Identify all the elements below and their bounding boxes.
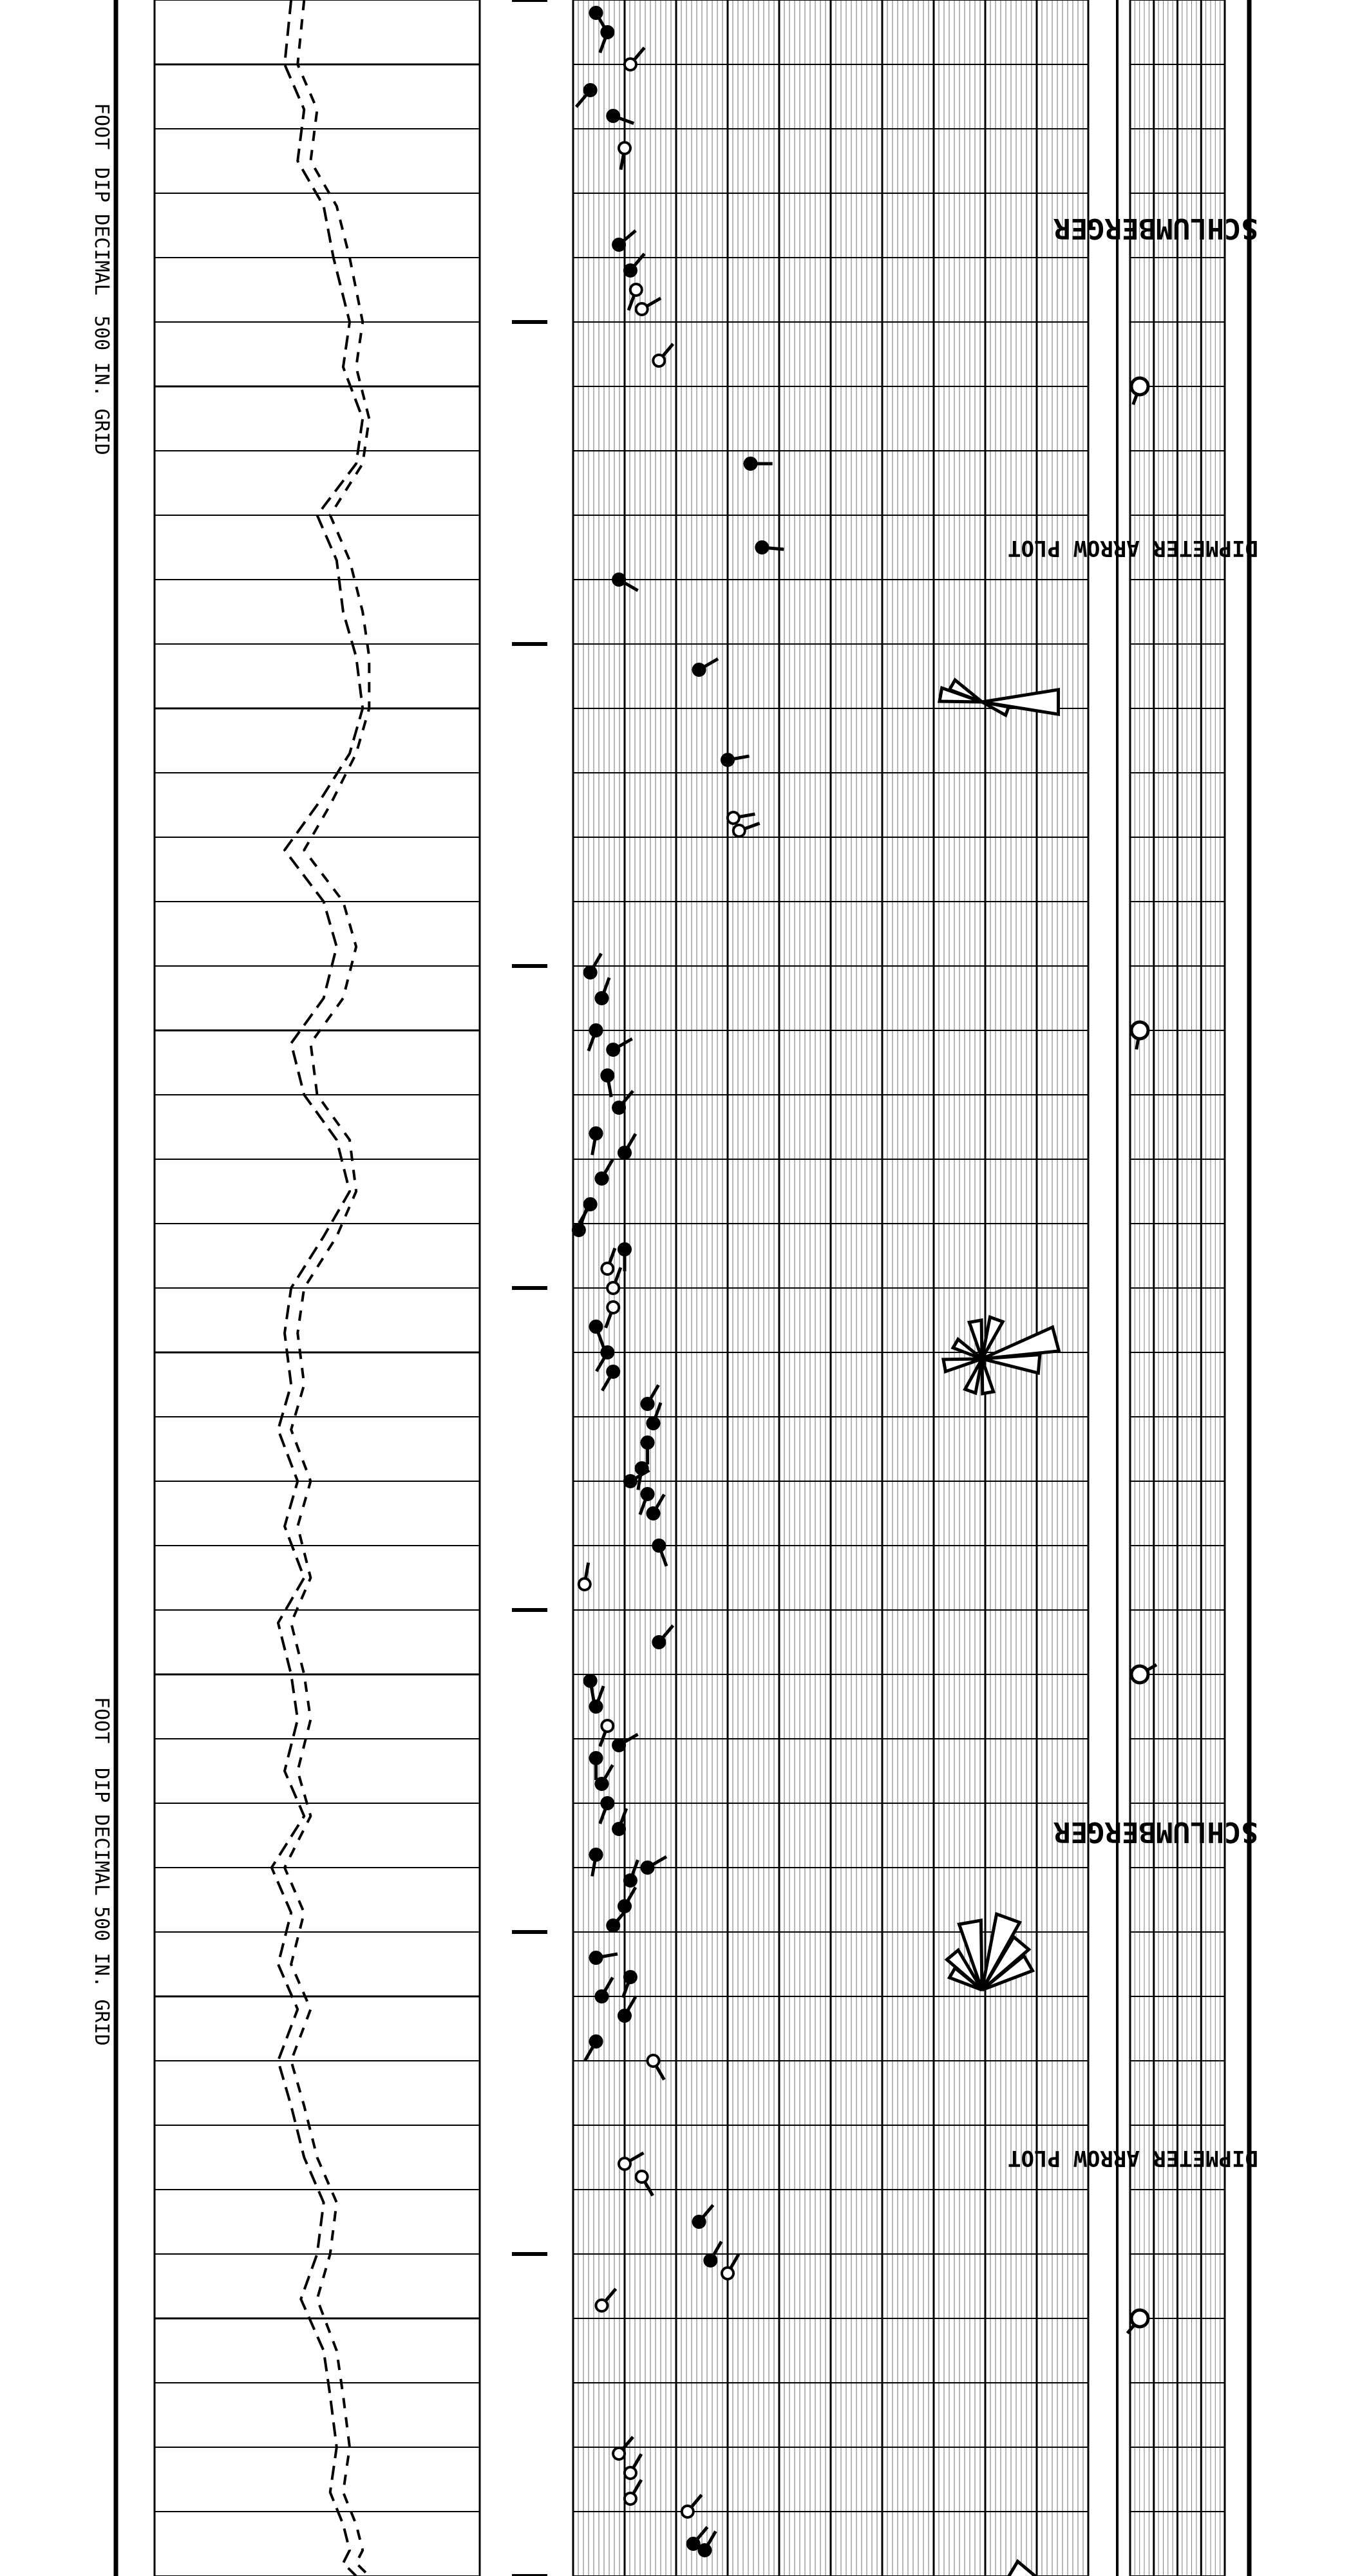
- dip-tadpole: [596, 1991, 607, 2002]
- dip-tadpole: [704, 2255, 716, 2266]
- dip-tadpole: [607, 1920, 619, 1931]
- dip-tadpole: [613, 574, 625, 585]
- dip-tadpole: [619, 2158, 630, 2170]
- dip-tadpole: [585, 1675, 596, 1687]
- dip-tadpole: [590, 1849, 602, 1861]
- dip-tadpole: [590, 1321, 602, 1332]
- dip-tadpole: [647, 1508, 659, 1519]
- dip-tadpole: [630, 284, 642, 296]
- dip-tadpole: [642, 1398, 654, 1410]
- dip-tadpole: [613, 239, 625, 251]
- dip-tadpole: [613, 1739, 625, 1751]
- grid-scale-label-upper: 500 IN. GRID: [90, 316, 113, 455]
- dip-tadpole: [653, 1636, 665, 1648]
- dip-tadpole: [596, 2300, 607, 2311]
- dip-tadpole: [625, 2493, 636, 2505]
- interval-mark-track: [1117, 0, 1225, 2576]
- grid-scale-label-lower: 500 IN. GRID: [90, 1906, 113, 2046]
- plot-title-upper: DIPMETER ARROW PLOT: [1008, 535, 1258, 561]
- dip-tadpole: [642, 1862, 654, 1873]
- dip-tadpole: [699, 2544, 710, 2556]
- dip-tadpole: [607, 1044, 619, 1056]
- dip-tadpole: [619, 1244, 630, 1255]
- dip-tadpole: [619, 2010, 630, 2022]
- dip-tadpole: [653, 1540, 665, 1551]
- dip-tadpole: [590, 1701, 602, 1712]
- dip-tadpole: [682, 2506, 694, 2517]
- dip-tadpole: [585, 967, 596, 978]
- foot-label-upper: FOOT: [90, 103, 113, 150]
- dip-tadpole: [607, 1302, 619, 1313]
- dip-tadpole: [601, 1263, 613, 1274]
- dip-tadpole: [590, 2036, 602, 2047]
- dip-tadpole: [642, 1488, 654, 1500]
- dip-tadpole: [613, 2448, 625, 2459]
- interval-mark: [1131, 1666, 1148, 1683]
- dip-tadpole: [745, 458, 757, 469]
- company-title-lower: SCHLUMBERGER: [1053, 1815, 1258, 1848]
- dip-tadpole: [585, 84, 596, 96]
- interval-mark: [1131, 1022, 1148, 1039]
- dip-tadpole: [619, 142, 630, 154]
- dip-track: [573, 0, 1088, 2576]
- dip-tadpole: [625, 1875, 636, 1886]
- dip-tadpole: [642, 1437, 654, 1448]
- dip-tadpole: [585, 1198, 596, 1210]
- dip-tadpole: [647, 1417, 659, 1429]
- interval-mark: [1131, 378, 1148, 395]
- dip-tadpole: [694, 664, 705, 676]
- dip-tadpole: [596, 1173, 607, 1184]
- dip-tadpole: [722, 2268, 733, 2279]
- dip-tadpole: [590, 1025, 602, 1036]
- dip-tadpole: [590, 1128, 602, 1139]
- company-title-upper: SCHLUMBERGER: [1053, 212, 1258, 245]
- dip-tadpole: [590, 1752, 602, 1764]
- dip-tadpole: [596, 1778, 607, 1790]
- dip-tadpole: [601, 1720, 613, 1732]
- dip-tadpole: [590, 7, 602, 19]
- dip-tadpole: [647, 2055, 659, 2067]
- dip-decimal-label-upper: DIP DECIMAL: [90, 167, 113, 296]
- dip-tadpole: [613, 1823, 625, 1835]
- dip-tadpole: [722, 754, 733, 766]
- dip-tadpole: [579, 1578, 590, 1590]
- dip-tadpole: [607, 1282, 619, 1294]
- dip-decimal-label-lower: DIP DECIMAL: [90, 1768, 113, 1896]
- dip-tadpole: [688, 2538, 699, 2550]
- dip-tadpole: [601, 1797, 613, 1809]
- dip-tadpole: [625, 59, 636, 70]
- dip-tadpole: [590, 1952, 602, 1964]
- dip-tadpole: [573, 1224, 585, 1236]
- dip-tadpole: [607, 1366, 619, 1378]
- dip-tadpole: [607, 110, 619, 122]
- dip-tadpole: [636, 2171, 648, 2183]
- dip-tadpole: [613, 1102, 625, 1113]
- dip-tadpole: [733, 825, 745, 837]
- dip-tadpole: [728, 812, 739, 824]
- dip-tadpole: [653, 355, 665, 366]
- dip-tadpole: [596, 992, 607, 1004]
- foot-label-lower: FOOT: [90, 1697, 113, 1744]
- dip-tadpole: [625, 265, 636, 276]
- dip-tadpole: [601, 1070, 613, 1081]
- plot-title-lower: DIPMETER ARROW PLOT: [1008, 2145, 1258, 2171]
- correlation-track: [155, 0, 480, 2576]
- dip-tadpole: [694, 2216, 705, 2228]
- dip-tadpole: [601, 26, 613, 38]
- dip-tadpole: [625, 1971, 636, 1983]
- interval-mark: [1131, 2310, 1148, 2327]
- dip-tadpole: [601, 1347, 613, 1358]
- dip-tadpole: [636, 303, 648, 315]
- dip-tadpole: [625, 2467, 636, 2479]
- dip-tadpole: [619, 1147, 630, 1159]
- dip-tadpole: [625, 1475, 636, 1487]
- dip-tadpole: [756, 542, 768, 553]
